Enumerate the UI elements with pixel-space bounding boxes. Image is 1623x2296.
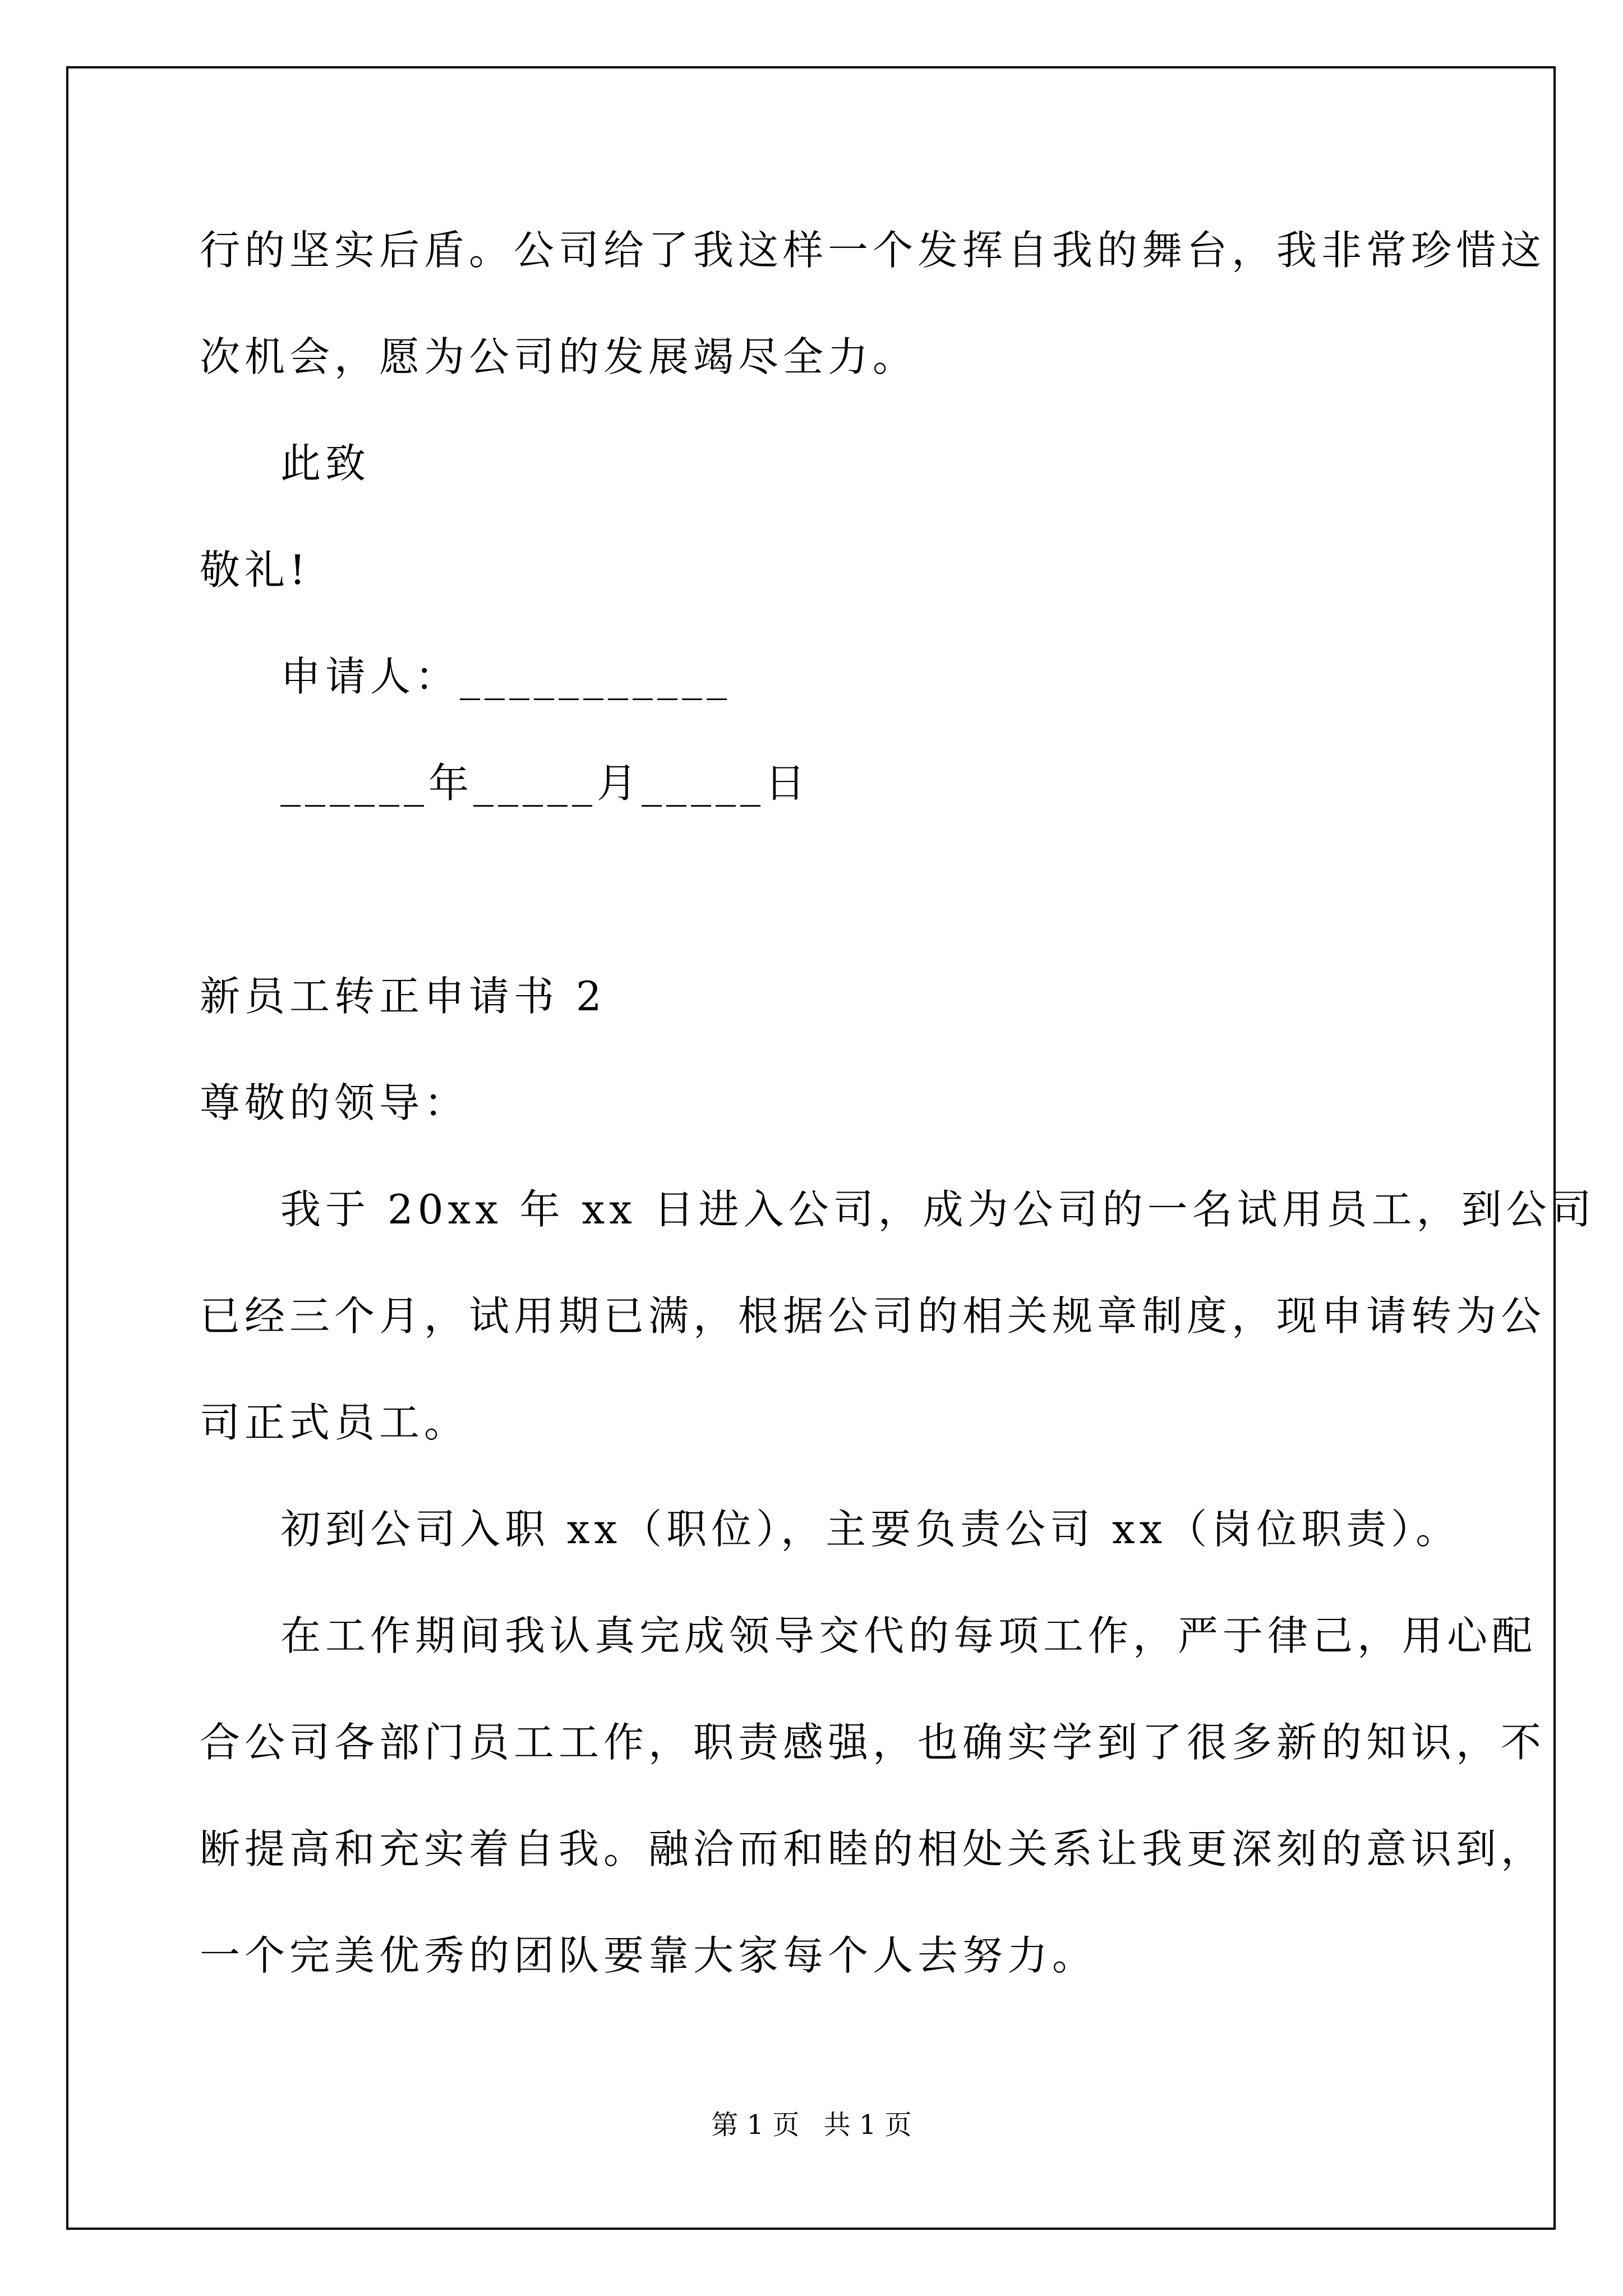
paragraph-line-1: 行的坚实后盾。公司给了我这样一个发挥自我的舞台，我非常珍惜这: [200, 227, 1546, 274]
date-line: ______年_____月_____日: [280, 760, 810, 807]
closing-salutation: 此致: [280, 440, 371, 487]
applicant-signature-line: 申请人：___________: [280, 653, 732, 700]
closing-regards: 敬礼!: [200, 546, 310, 593]
page-footer: [0, 2108, 1623, 2142]
paragraph-line-8: 合公司各部门员工工作，职责感强，也确实学到了很多新的知识，不: [200, 1719, 1546, 1766]
paragraph-line-10: 一个完美优秀的团队要靠大家每个人去努力。: [200, 1932, 1098, 1979]
paragraph-line-7: 在工作期间我认真完成领导交代的每项工作，严于律己，用心配: [280, 1612, 1537, 1659]
paragraph-line-4: 已经三个月，试用期已满，根据公司的相关规章制度，现申请转为公: [200, 1292, 1546, 1340]
paragraph-line-2: 次机会，愿为公司的发展竭尽全力。: [200, 333, 918, 380]
paragraph-line-6: 初到公司入职 xx（职位），主要负责公司 xx（岗位职责）。: [280, 1506, 1461, 1553]
paragraph-line-5: 司正式员工。: [200, 1399, 469, 1446]
greeting: 尊敬的领导：: [200, 1079, 469, 1126]
paragraph-line-9: 断提高和充实着自我。融洽而和睦的相处关系让我更深刻的意识到，: [200, 1825, 1546, 1872]
section-title: 新员工转正申请书 2: [200, 973, 606, 1020]
page-border: [66, 66, 1556, 2230]
page-total: 共 1 页: [823, 2109, 912, 2141]
page-number: 第 1 页: [711, 2109, 800, 2141]
paragraph-line-3: 我于 20xx 年 xx 日进入公司，成为公司的一名试用员工，到公司: [280, 1186, 1596, 1233]
